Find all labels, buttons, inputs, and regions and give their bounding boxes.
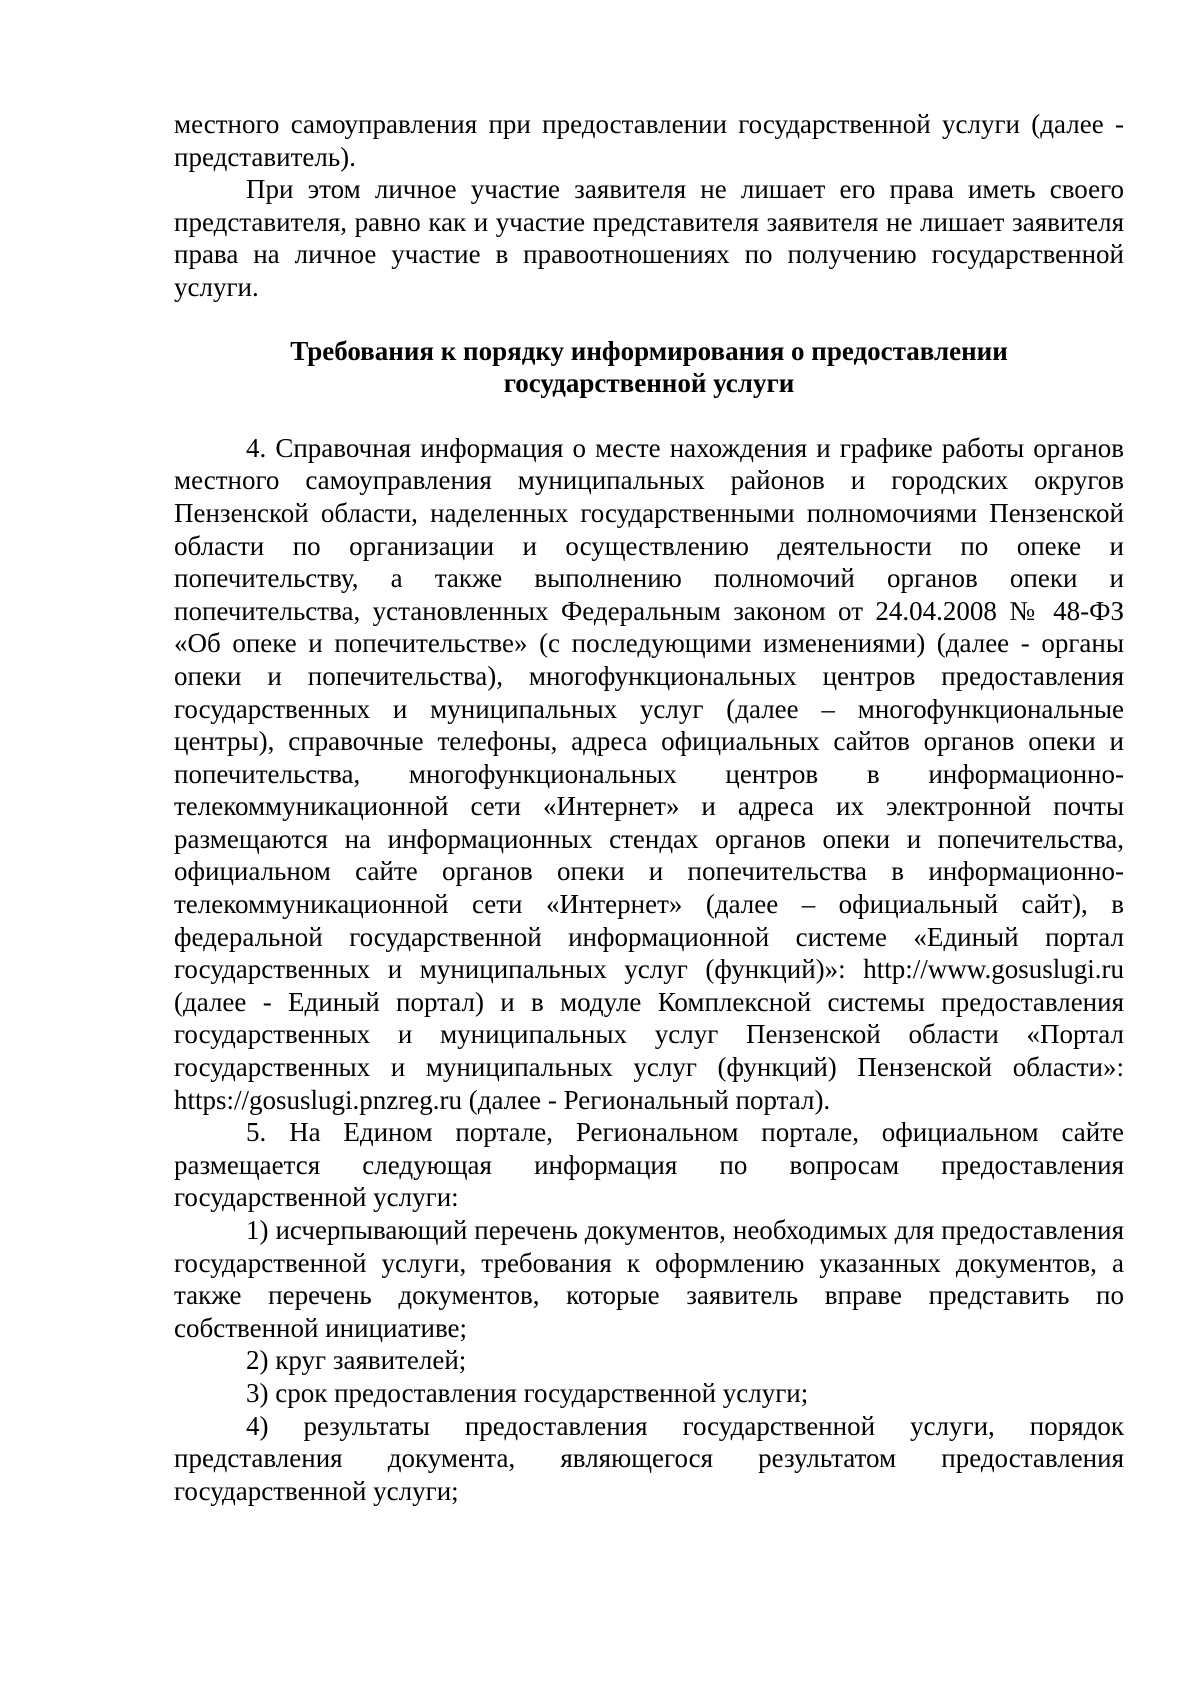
paragraph-intro: местного самоуправления при предоставлении государственной услуги (далее - представитель).: [174, 109, 1124, 172]
section-heading-line-2: государственной услуги: [503, 368, 795, 399]
list-item-3: 3) срок предоставления государственной услуги;: [246, 1377, 809, 1408]
list-item-1: 1) исчерпывающий перечень документов, необходимых для предоставления государственной услуги, требования к оформлению указанных документов, а также перечень документов, которые заявитель вправе представить по собственной инициативе;: [174, 1215, 1124, 1343]
section-heading-line-1: Требования к порядку информирования о предоставлении: [290, 335, 1008, 366]
paragraph-4: 4. Справочная информация о месте нахождения и графике работы органов местного самоуправления муниципальных районов и городских округов Пензенской области, наделенных государственными полномочиями Пензенской области по организации и осуществлению деятельности по опеке и попечительству, а также выполнению полномочий органов опеки и попечительства, установленных Федеральным законом от 24.04.2008 № 48-ФЗ «Об опеке и попечительстве» (с последующими изменениями) (далее - органы опеки и попечительства), многофункциональных центров предоставления государственных и муниципальных услуг (далее – многофункциональные центры), справочные телефоны, адреса официальных сайтов органов опеки и попечительства, многофункциональных центров в информационно-телекоммуникационной сети «Интернет» и адреса их электронной почты размещаются на информационных стендах органов опеки и попечительства, официальном сайте органов опеки и попечительства в информационно-телекоммуникационной сети «Интернет» (далее – официальный сайт), в федеральной государственной информационной системе «Единый портал государственных и муниципальных услуг (функций)»: http://www.gosuslugi.ru (далее - Единый портал) и в модуле Комплексной системы предоставления государственных и муниципальных услуг Пензенской области «Портал государственных и муниципальных услуг (функций) Пензенской области»: https://gosuslugi.pnzreg.ru (далее - Региональный портал).: [174, 432, 1124, 1115]
paragraph-participation: При этом личное участие заявителя не лишает его права иметь своего представителя, равно как и участие представителя заявителя не лишает заявителя права на личное участие в правоотношениях по получению государственной услуги.: [174, 174, 1124, 302]
list-item-4: 4) результаты предоставления государственной услуги, порядок представления документа, являющегося результатом предоставления государственной услуги;: [174, 1410, 1124, 1506]
list-item-2: 2) круг заявителей;: [246, 1345, 467, 1376]
paragraph-5: 5. На Едином портале, Региональном портале, официальном сайте размещается следующая информация по вопросам предоставления государственной услуги:: [174, 1117, 1124, 1213]
document-body: [174, 108, 1124, 1507]
section-heading: [174, 335, 1124, 400]
